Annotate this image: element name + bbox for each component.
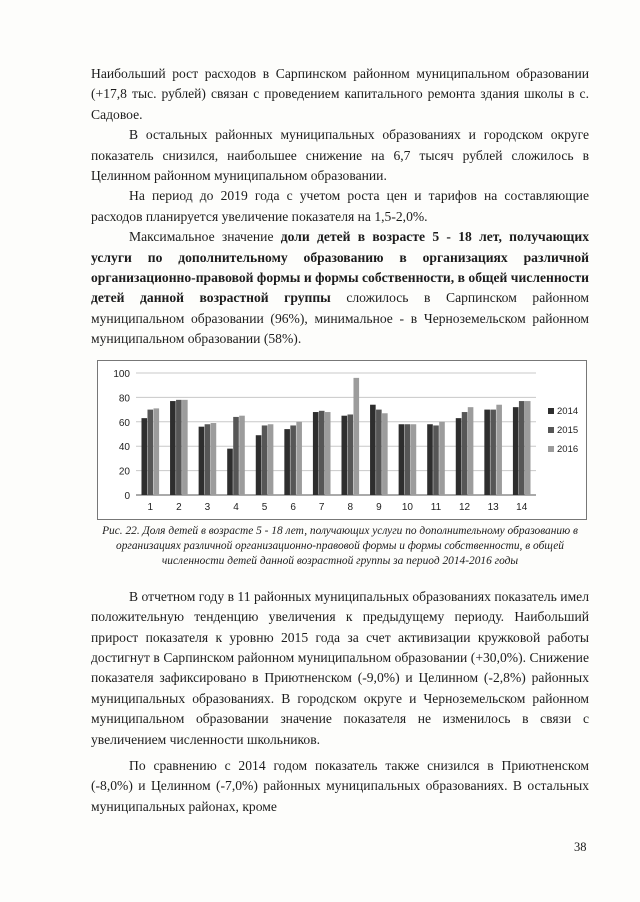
bar-2016-14: [525, 401, 531, 495]
legend-label-2015: 2015: [557, 424, 579, 436]
bar-2016-4: [239, 415, 245, 494]
x-tick-label: 13: [487, 501, 499, 513]
bar-2014-12: [456, 418, 462, 495]
bar-chart-svg: [98, 361, 586, 519]
bar-2014-13: [484, 409, 490, 494]
bar-2016-10: [411, 424, 417, 495]
bar-chart: [97, 360, 587, 520]
bar-2015-13: [490, 409, 496, 494]
x-tick-label: 14: [516, 501, 528, 513]
legend-swatch-2014: [548, 408, 554, 414]
bar-2015-2: [176, 400, 182, 495]
paragraph-6: По сравнению с 2014 годом показатель также снизился в Приютненском (-8,0%) и Целинном (-7,0%) районных муниципальных образованиях. В остальных муниципальных районах, кроме: [91, 757, 589, 814]
legend-swatch-2016: [548, 446, 554, 452]
y-tick-label: 40: [118, 441, 130, 453]
x-tick-label: 5: [261, 501, 268, 513]
bar-2015-7: [319, 411, 325, 495]
bar-2016-3: [211, 423, 217, 495]
bar-2015-8: [347, 414, 353, 495]
bar-2015-9: [376, 409, 382, 494]
bar-2014-10: [399, 424, 405, 495]
bar-2014-14: [513, 407, 519, 495]
bar-2016-13: [496, 404, 502, 494]
paragraph-3: На период до 2019 года с учетом роста цен и тарифов на составляющие расходов планируется увеличение показателя на 1,5-2,0%.: [91, 188, 589, 224]
x-tick-label: 2: [176, 501, 182, 513]
bar-2014-4: [227, 448, 233, 494]
bar-2016-11: [439, 421, 445, 494]
bar-2016-12: [468, 407, 474, 495]
indicator-name-bold: доли детей в возрасте 5 - 18 лет, получающих услуги по дополнительному образованию в организациях различной организационно-правовой формы и формы собственности, в общей численности детей данной возрастной группы: [91, 229, 589, 306]
bar-2016-6: [296, 421, 302, 494]
x-tick-label: 8: [347, 501, 354, 513]
bar-2015-1: [147, 409, 153, 494]
paragraph-4: [91, 227, 589, 349]
bar-2014-11: [427, 424, 433, 495]
bar-2014-6: [284, 429, 290, 495]
x-tick-label: 6: [290, 501, 296, 513]
document-page: [91, 64, 589, 817]
bar-2016-5: [268, 424, 274, 495]
x-tick-label: 7: [318, 501, 325, 513]
bar-2015-10: [405, 424, 411, 495]
bar-2014-5: [256, 435, 262, 495]
page-number: 38: [574, 840, 587, 854]
bar-2016-2: [182, 400, 188, 495]
x-tick-label: 3: [204, 501, 211, 513]
bar-2015-5: [262, 425, 268, 495]
bar-2015-3: [205, 424, 211, 495]
bar-2015-14: [519, 401, 525, 495]
bar-2014-3: [199, 426, 205, 494]
paragraph-4-lead: Максимальное значение: [129, 229, 281, 245]
x-tick-label: 11: [430, 501, 442, 513]
bar-2016-1: [153, 408, 159, 495]
x-tick-label: 9: [376, 501, 382, 513]
x-tick-label: 1: [147, 501, 154, 513]
paragraph-2: В остальных районных муниципальных образованиях и городском округе показатель снизился, наибольшее снижение на 6,7 тысяч рублей сложилось в Целинном районном муниципальном образовании.: [91, 127, 589, 184]
y-tick-label: 0: [124, 490, 130, 502]
bar-2014-2: [170, 401, 176, 495]
y-tick-label: 80: [118, 393, 130, 405]
paragraph-5: В отчетном году в 11 районных муниципальных образованиях показатель имел положительную тенденцию увеличения к предыдущему периоду. Наибольший прирост показателя к уровню 2015 года за счет активизации кружковой работы достигнут в Сарпинском районном муниципальном образовании (+30,0%). Снижение показателя зафиксировано в Приютненском (-9,0%) и Целинном (-2,8%) районных муниципальных образованиях. В городском округе и Черноземельском районном муниципальном образовании значение показателя не изменилось в связи с увеличением численности школьников.: [91, 588, 589, 747]
y-tick-label: 100: [113, 368, 130, 380]
bar-2015-11: [433, 425, 439, 495]
y-tick-label: 60: [118, 417, 130, 429]
legend-swatch-2015: [548, 427, 554, 433]
bar-2015-6: [290, 425, 296, 495]
bar-2014-8: [341, 415, 347, 494]
bar-2014-7: [313, 412, 319, 495]
y-tick-label: 20: [118, 466, 130, 478]
paragraph-4-tail: сложилось в Сарпинском районном муниципальном образовании (96%), минимальное - в Черноземельском районном муниципальном образовании (58%).: [91, 290, 589, 347]
figure-caption: Рис. 22. Доля детей в возрасте 5 - 18 лет, получающих услуги по дополнительному образованию в организациях различной организационно-правовой формы и формы собственности, в общей численности детей данной возрастной группы за период 2014-2016 годы: [102, 524, 578, 567]
bar-2015-4: [233, 417, 239, 495]
bar-2014-9: [370, 404, 376, 494]
x-tick-label: 4: [233, 501, 239, 513]
bar-2014-1: [141, 418, 147, 495]
bar-2016-8: [353, 378, 359, 495]
x-tick-label: 10: [401, 501, 413, 513]
bar-2016-9: [382, 413, 388, 495]
x-tick-label: 12: [459, 501, 471, 513]
legend-label-2016: 2016: [557, 443, 579, 455]
bar-2016-7: [325, 412, 331, 495]
legend-label-2014: 2014: [557, 405, 579, 417]
paragraph-1: Наибольший рост расходов в Сарпинском районном муниципальном образовании (+17,8 тыс. рублей) связан с проведением капитального ремонта здания школы в с. Садовое.: [91, 66, 589, 122]
bar-2015-12: [462, 412, 468, 495]
